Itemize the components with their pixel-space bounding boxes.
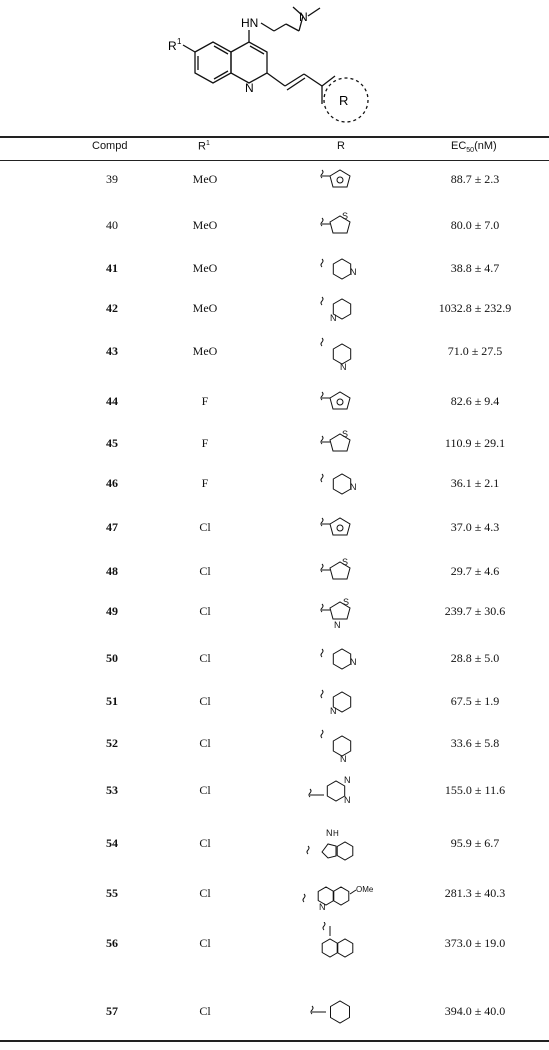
svg-text:S: S (343, 597, 350, 607)
table-top-rule (0, 136, 549, 138)
svg-text:N: N (326, 828, 333, 838)
table-row (0, 647, 549, 667)
pyridin-3-yl-structure (300, 722, 380, 764)
r1-substituent: Cl (199, 1004, 211, 1018)
pyridin-4-yl-structure (300, 637, 380, 679)
ec50-value: 37.0 ± 4.3 (450, 520, 500, 534)
compound-id: 49 (106, 604, 118, 618)
ec50-value: 95.9 ± 6.7 (450, 836, 500, 850)
svg-text:N: N (319, 902, 326, 912)
compound-id: 52 (106, 736, 118, 750)
header-r1: $R^1$ (198, 140, 210, 153)
ec50-value: 29.7 ± 4.6 (450, 564, 500, 578)
scaffold-nme2-label: N (299, 10, 308, 24)
furan-2-yl-structure (300, 380, 380, 422)
r1-substituent: MeO (192, 301, 218, 315)
svg-text:H: H (333, 829, 339, 838)
scaffold-ring-n-label: N (245, 81, 254, 95)
r1-substituent: MeO (192, 261, 218, 275)
ec50-value: 88.7 ± 2.3 (450, 172, 500, 186)
svg-text:N: N (344, 795, 351, 805)
r1-substituent: Cl (199, 604, 211, 618)
ec50-value: 1032.8 ± 232.9 (438, 301, 512, 315)
compound-id: 48 (106, 564, 118, 578)
cyclohexyl-structure (300, 990, 380, 1032)
svg-text:N: N (350, 482, 357, 492)
ec50-value: 110.9 ± 29.1 (444, 436, 506, 450)
table-row (0, 732, 549, 764)
thiophen-2-yl-structure (300, 204, 380, 246)
table-row (0, 472, 549, 492)
scaffold-r1-label: R (168, 39, 177, 53)
thiophen-2-yl-structure (300, 550, 380, 592)
pyridin-3-yl-structure (300, 330, 380, 372)
compound-id: 50 (106, 651, 118, 665)
compound-id: 39 (106, 172, 118, 186)
table-row (0, 775, 549, 805)
ec50-value: 281.3 ± 40.3 (444, 886, 506, 900)
table-row (0, 690, 549, 716)
compound-id: 42 (106, 301, 118, 315)
ec50-value: 38.8 ± 4.7 (450, 261, 500, 275)
scaffold-hn-label: HN (241, 16, 259, 30)
indol-2-yl-structure (300, 822, 380, 864)
r1-substituent: Cl (199, 564, 211, 578)
pyrimidin-5-yl-structure (300, 769, 380, 811)
r1-substituent: F (201, 394, 209, 408)
table-row (0, 557, 549, 580)
table-row (0, 828, 549, 852)
svg-text:N: N (340, 362, 347, 372)
r1-substituent: MeO (192, 344, 218, 358)
table-row (0, 932, 549, 952)
pyridin-4-yl-structure (300, 462, 380, 504)
pyridin-2-yl-structure (300, 287, 380, 329)
svg-text:N: N (330, 313, 337, 323)
thiazol-5-yl-structure (300, 590, 380, 632)
svg-text:N: N (340, 754, 347, 764)
table-row (0, 882, 549, 912)
r1-substituent: F (201, 476, 209, 490)
compound-id: 55 (106, 886, 118, 900)
table-row (0, 211, 549, 234)
ec50-value: 36.1 ± 2.1 (450, 476, 500, 490)
r1-substituent: F (201, 436, 209, 450)
naphthalen-1-yl-structure (300, 922, 380, 964)
r1-substituent: Cl (199, 651, 211, 665)
header-ec50: $EC_{50}(nM)$ (451, 140, 497, 155)
table-row (0, 1000, 549, 1020)
compound-id: 54 (106, 836, 118, 850)
svg-text:N: N (330, 706, 337, 716)
header-r: R (337, 140, 345, 152)
r1-substituent: Cl (199, 783, 211, 797)
furan-2-yl-structure (300, 158, 380, 200)
r1-substituent: Cl (199, 736, 211, 750)
svg-text:N: N (350, 267, 357, 277)
table-bottom-rule (0, 1040, 549, 1042)
header-compd: Compd (92, 140, 128, 152)
compound-id: 45 (106, 436, 118, 450)
compound-id: 53 (106, 783, 118, 797)
pyridin-4-yl-structure (300, 247, 380, 289)
compound-id: 43 (106, 344, 118, 358)
compound-id: 56 (106, 936, 118, 950)
svg-text:N: N (350, 657, 357, 667)
r1-substituent: Cl (199, 936, 211, 950)
ec50-value: 155.0 ± 11.6 (444, 783, 506, 797)
compound-id: 46 (106, 476, 118, 490)
r1-substituent: Cl (199, 886, 211, 900)
ec50-value: 373.0 ± 19.0 (444, 936, 506, 950)
table-row (0, 168, 549, 188)
pyridin-2-yl-structure (300, 680, 380, 722)
table-row (0, 597, 549, 630)
table-row (0, 516, 549, 536)
r1-substituent: MeO (192, 172, 218, 186)
furan-2-yl-structure (300, 506, 380, 548)
r1-substituent: Cl (199, 520, 211, 534)
ec50-value: 28.8 ± 5.0 (450, 651, 500, 665)
compound-id: 41 (106, 261, 118, 275)
ec50-value: 394.0 ± 40.0 (444, 1004, 506, 1018)
compound-id: 47 (106, 520, 118, 534)
r1-substituent: Cl (199, 836, 211, 850)
scaffold-r-label: R (339, 93, 349, 108)
ec50-value: 82.6 ± 9.4 (450, 394, 500, 408)
ec50-value: 80.0 ± 7.0 (450, 218, 500, 232)
ec50-value: 71.0 ± 27.5 (447, 344, 503, 358)
table-row (0, 390, 549, 410)
table-row (0, 257, 549, 277)
scaffold-r1-sup: 1 (177, 37, 182, 46)
thiophen-2-yl-structure (300, 422, 380, 464)
compound-id: 44 (106, 394, 118, 408)
table-row (0, 429, 549, 452)
svg-text:OMe: OMe (356, 885, 374, 894)
r1-substituent: Cl (199, 694, 211, 708)
table-row (0, 340, 549, 372)
ring-s-atom: S (342, 557, 349, 567)
svg-text:N: N (344, 775, 351, 785)
table-header-rule (0, 160, 549, 161)
table-row (0, 297, 549, 323)
quinoline-scaffold-structure (150, 0, 410, 132)
ec50-value: 33.6 ± 5.8 (450, 736, 500, 750)
compound-id: 51 (106, 694, 118, 708)
svg-text:N: N (334, 620, 341, 630)
compound-id: 40 (106, 218, 118, 232)
ring-s-atom: S (342, 211, 349, 221)
ec50-value: 67.5 ± 1.9 (450, 694, 500, 708)
ec50-value: 239.7 ± 30.6 (444, 604, 506, 618)
ring-s-atom: S (342, 429, 349, 439)
compound-id: 57 (106, 1004, 118, 1018)
r1-substituent: MeO (192, 218, 218, 232)
6-methoxyquinolin-2-yl-structure (300, 872, 380, 914)
